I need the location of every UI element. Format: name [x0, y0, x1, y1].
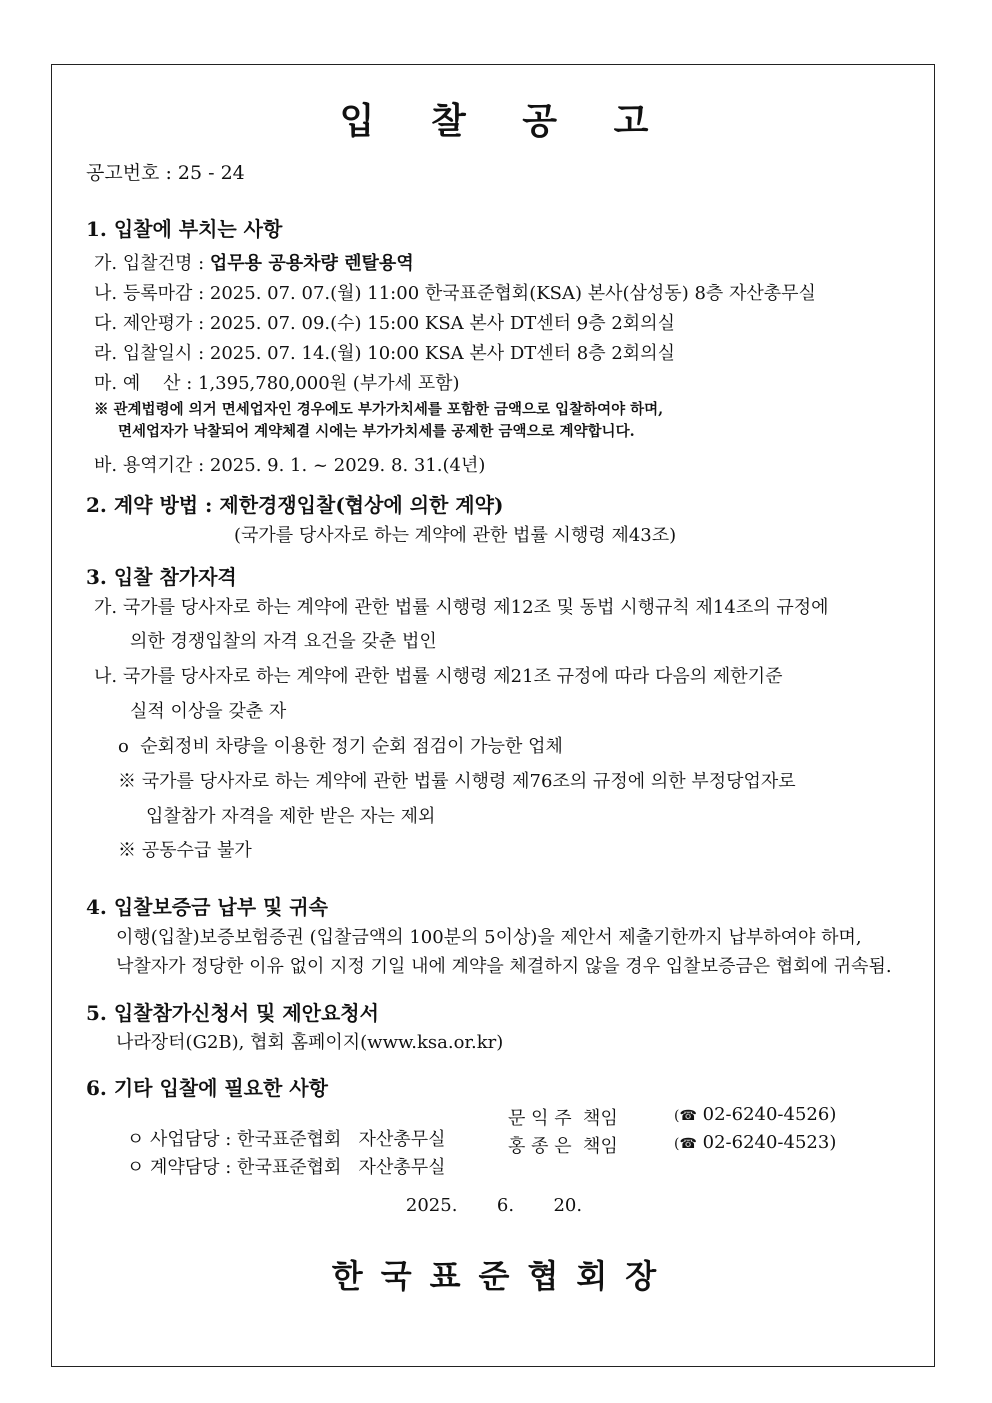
- s3-item-d-line1: ※ 국가를 당사자로 하는 계약에 관한 법률 시행령 제76조의 규정에 의한 부정당업자로: [118, 771, 796, 792]
- s1-item-a-label: 가. 입찰건명 :: [94, 253, 205, 274]
- section-3-heading: 3. 입찰 참가자격: [86, 565, 237, 589]
- s3-item-e: ※ 공동수급 불가: [118, 840, 252, 861]
- s3-item-c: o 순회정비 차량을 이용한 정기 순회 점검이 가능한 업체: [118, 736, 563, 757]
- s6-r2-name: 홍 종 은 책임: [508, 1136, 618, 1157]
- s3-item-d-line2: 입찰참가 자격을 제한 받은 자는 제외: [146, 806, 436, 827]
- s1-item-c: 다. 제안평가 : 2025. 07. 09.(수) 15:00 KSA 본사 DT센터 9층 2회의실: [94, 313, 675, 334]
- document-frame: [51, 64, 935, 1367]
- s3-item-a-line2: 의한 경쟁입찰의 자격 요건을 갖춘 법인: [130, 631, 437, 652]
- s4-line1: 이행(입찰)보증보험증권 (입찰금액의 100분의 5이상)을 제안서 제출기한까지 납부하여야 하며,: [116, 927, 862, 948]
- s1-item-b: 나. 등록마감 : 2025. 07. 07.(월) 11:00 한국표준협회(KSA) 본사(삼성동) 8층 자산총무실: [94, 283, 816, 304]
- s3-item-b-line2: 실적 이상을 갖춘 자: [130, 701, 287, 722]
- s6-r2-phone: [674, 1132, 836, 1153]
- s3-item-a-line1: 가. 국가를 당사자로 하는 계약에 관한 법률 시행령 제12조 및 동법 시행규칙 제14조의 규정에: [94, 597, 829, 618]
- s1-note-line2: 면세업자가 낙찰되어 계약체결 시에는 부가가치세를 공제한 금액으로 계약합니다.: [118, 423, 635, 440]
- telephone-icon: (☎: [674, 1108, 697, 1124]
- section-5-heading: 5. 입찰참가신청서 및 제안요청서: [86, 1001, 379, 1025]
- s4-line2: 낙찰자가 정당한 이유 없이 지정 기일 내에 계약을 체결하지 않을 경우 입찰보증금은 협회에 귀속됨.: [116, 956, 892, 977]
- s1-item-e: 마. 예 산 : 1,395,780,000원 (부가세 포함): [94, 373, 460, 394]
- s6-r2-phone-number: 02-6240-4523): [702, 1132, 837, 1153]
- issuer-signature: 한국표준협회장: [331, 1257, 675, 1295]
- s6-r1-phone-number: 02-6240-4526): [702, 1104, 837, 1125]
- telephone-icon: (☎: [674, 1136, 697, 1152]
- announcement-date: 2025. 6. 20.: [405, 1195, 583, 1216]
- s1-note-line1: ※ 관계법령에 의거 면세업자인 경우에도 부가가치세를 포함한 금액으로 입찰하여야 하며,: [94, 401, 664, 418]
- section-1-heading: 1. 입찰에 부치는 사항: [86, 217, 283, 241]
- document-title: 입 찰 공 고: [339, 100, 671, 142]
- s5-line1: 나라장터(G2B), 협회 홈페이지(www.ksa.or.kr): [116, 1032, 504, 1053]
- s1-item-a: [94, 249, 414, 275]
- s1-item-d: 라. 입찰일시 : 2025. 07. 14.(월) 10:00 KSA 본사 DT센터 8층 2회의실: [94, 343, 675, 364]
- s6-r1-phone: [674, 1104, 836, 1125]
- s6-r1-name: 문 익 주 책임: [508, 1108, 618, 1129]
- notice-number: 공고번호 : 25 - 24: [86, 162, 245, 184]
- s2-subline: (국가를 당사자로 하는 계약에 관한 법률 시행령 제43조): [234, 525, 677, 546]
- s3-item-b-line1: 나. 국가를 당사자로 하는 계약에 관한 법률 시행령 제21조 규정에 따라 다음의 제한기준: [94, 666, 783, 687]
- s1-item-f: 바. 용역기간 : 2025. 9. 1. ~ 2029. 8. 31.(4년): [94, 455, 486, 476]
- section-6-heading: 6. 기타 입찰에 필요한 사항: [86, 1076, 328, 1100]
- s6-r1-label: ㅇ 사업담당 : 한국표준협회 자산총무실: [126, 1129, 446, 1150]
- s1-item-a-value: 업무용 공용차량 렌탈용역: [209, 253, 414, 274]
- s6-contact-row-2: [104, 1132, 446, 1200]
- section-4-heading: 4. 입찰보증금 납부 및 귀속: [86, 895, 328, 919]
- s6-r2-label: ㅇ 계약담당 : 한국표준협회 자산총무실: [126, 1157, 446, 1178]
- section-2-heading: 2. 계약 방법 : 제한경쟁입찰(협상에 의한 계약): [86, 493, 504, 517]
